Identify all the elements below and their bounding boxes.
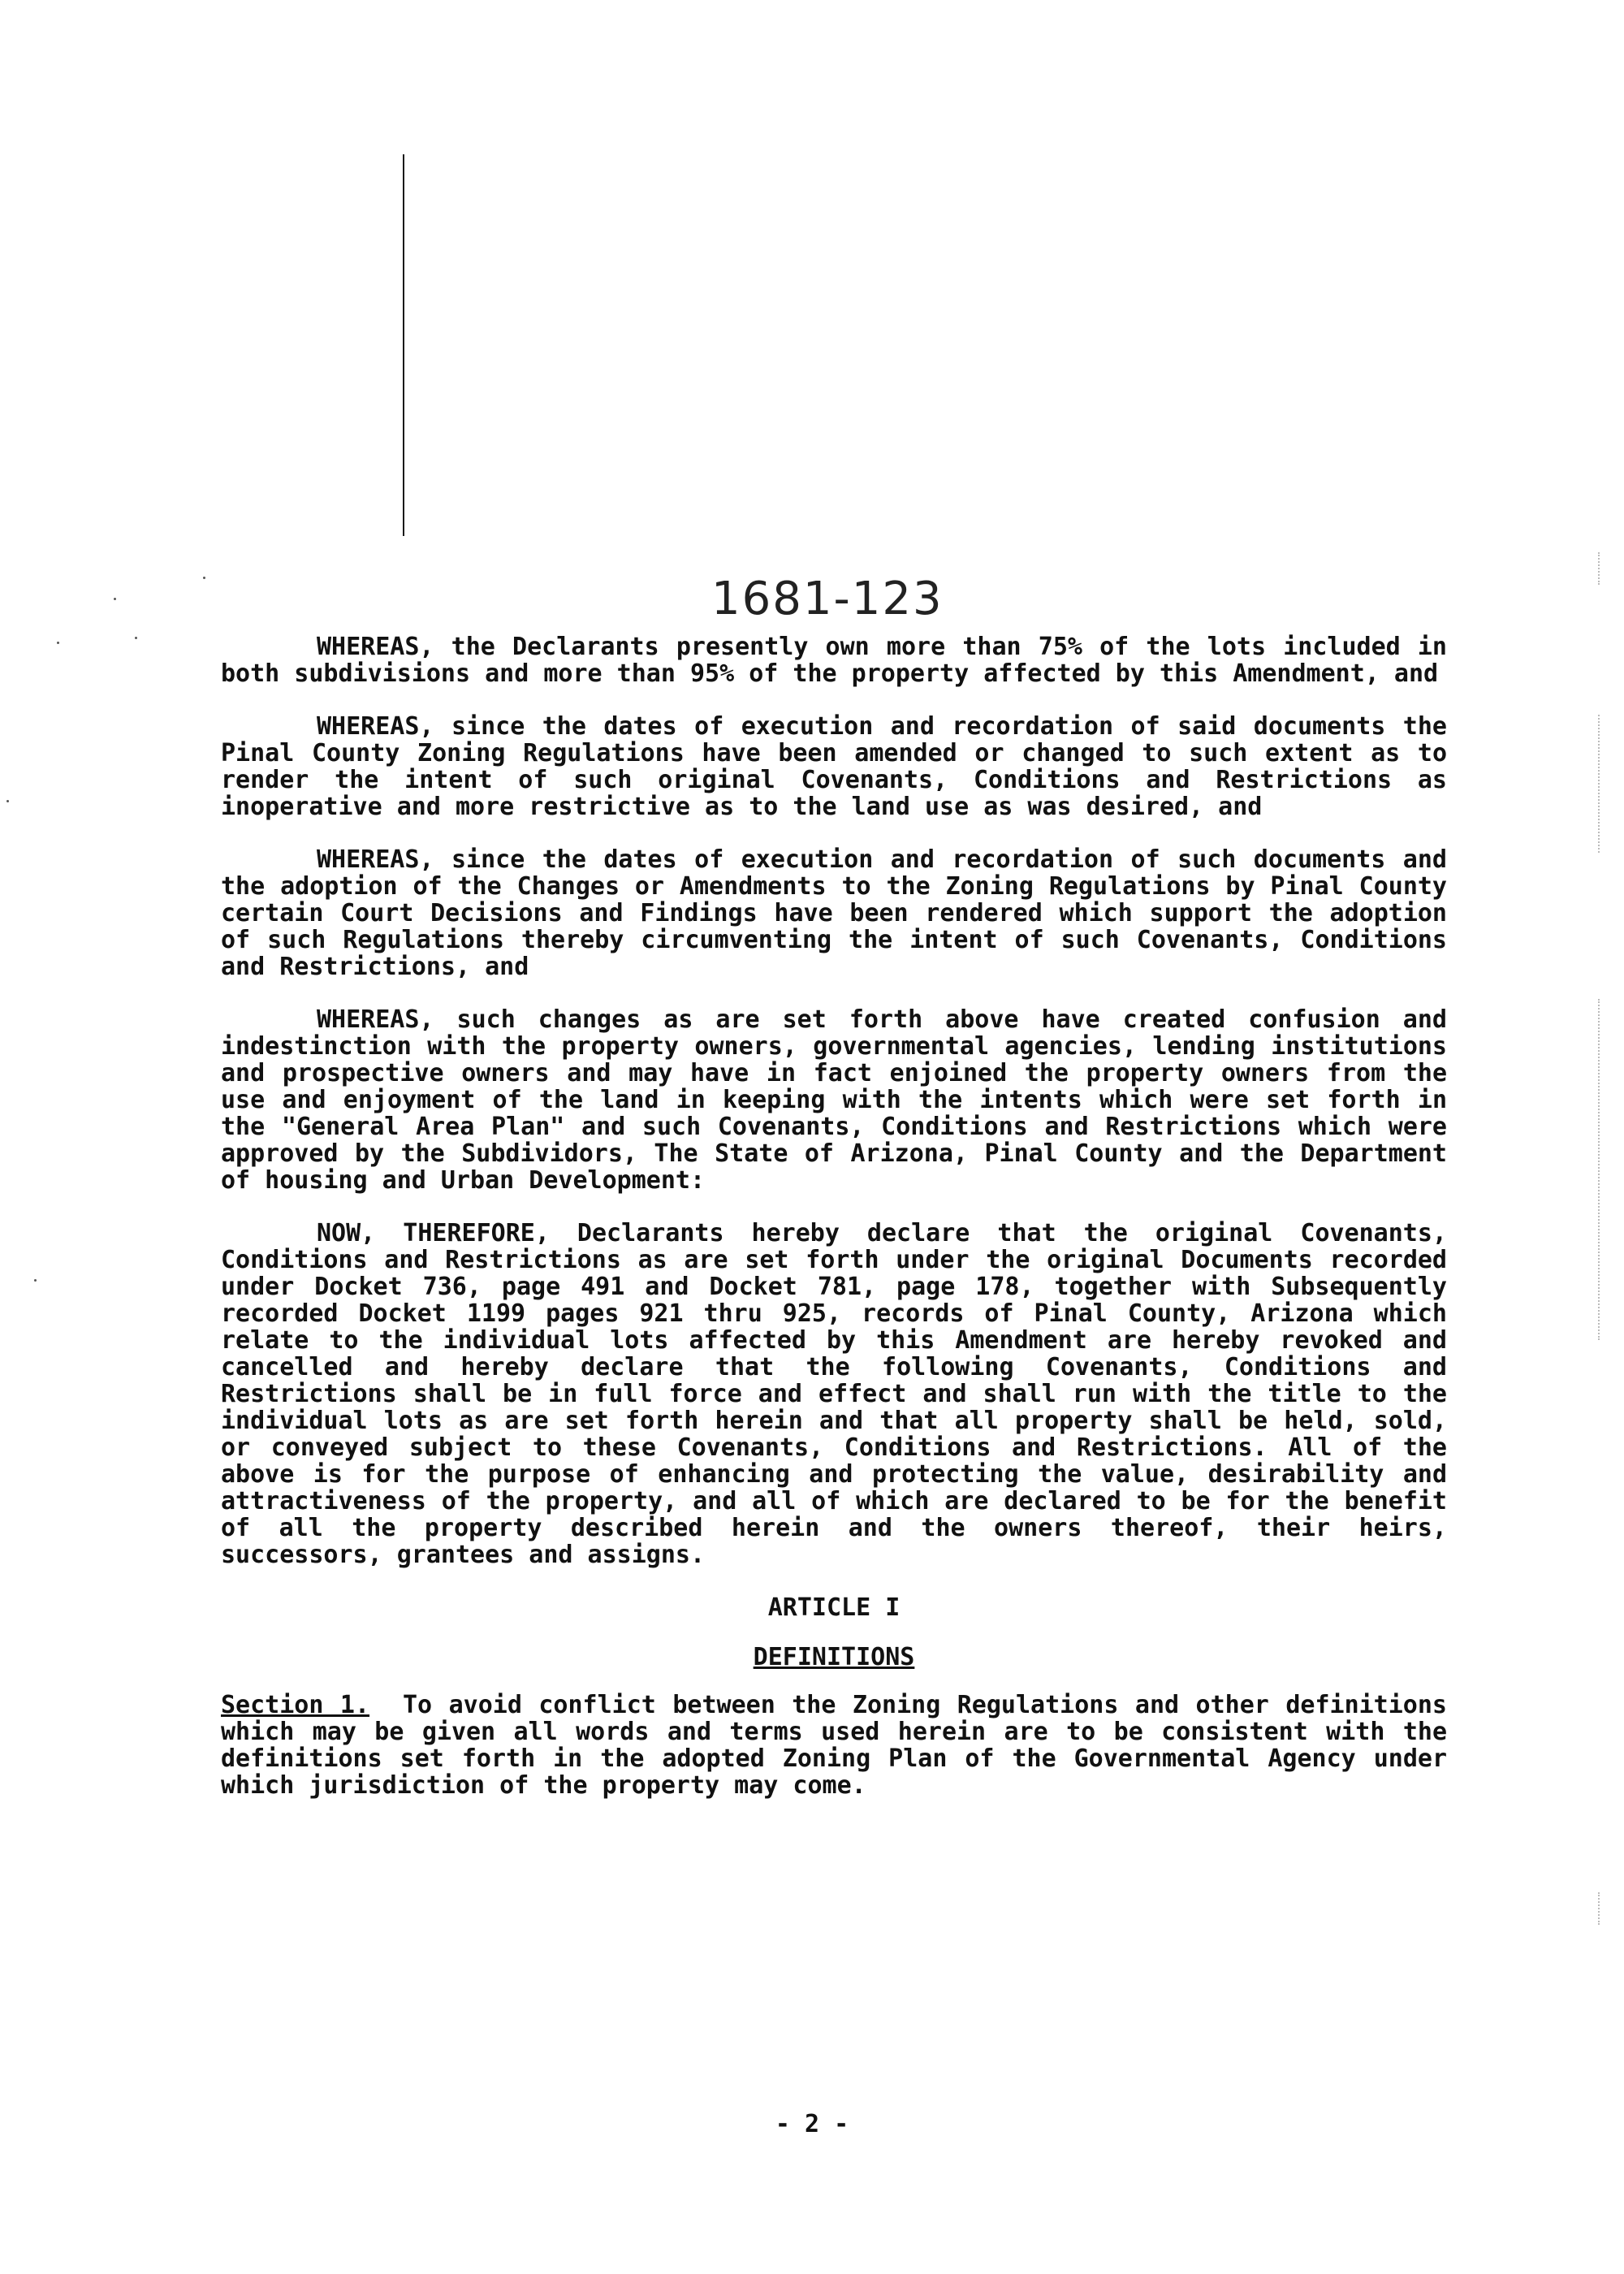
section-1-label: Section 1. [221,1691,370,1719]
scan-edge-mark [1598,999,1601,1340]
scan-speck [135,637,137,639]
scan-speck [6,800,9,802]
whereas-paragraph-3: WHEREAS, since the dates of execution and recordation of such documents and the adoption of the Changes or Amendments to the Zoning Regulations by Pinal County certain Court Decisions and Findings have been rendered which support the adoption of such Regulations thereby circumventing the intent of such Covenants, Conditions and Restrictions, and [221,845,1447,981]
scan-edge-mark [1598,552,1601,585]
page-number: - 2 - [775,2110,849,2138]
whereas-paragraph-4: WHEREAS, such changes as are set forth above have created confusion and indestinction with the property owners, governmental agencies, lending institutions and prospective owners and may have in fact enjoined the property owners from the use and enjoyment of the land in keeping with the intents which were set forth in the "General Area Plan" and such Covenants, Conditions and Restrictions which were approved by the Subdividors, The State of Arizona, Pinal County and the Department of housing and Urban Development: [221,1005,1447,1195]
whereas-paragraph-2: WHEREAS, since the dates of execution and recordation of said documents the Pinal County Zoning Regulations have been amended or changed to such extent as to render the intent of such original Covenants, Conditions and Restrictions as inoperative and more restrictive as to the land use as was desired, and [221,712,1447,821]
whereas-paragraph-1: WHEREAS, the Declarants presently own more than 75% of the lots included in both subdivisions and more than 95% of the property affected by this Amendment, and [221,633,1447,688]
document-body [221,633,1447,1799]
margin-rule-line [403,154,404,536]
document-stamp-number: 1681-123 [711,573,944,625]
scan-edge-mark [1598,715,1601,853]
scan-speck [34,1279,37,1282]
section-1-text: To avoid conflict between the Zoning Regulations and other definitions which may be given all words and terms used herein are to be consistent with the definitions set forth in the adopted Zoning Plan of the Governmental Agency under which jurisdiction of the property may come. [221,1691,1447,1800]
scan-speck [203,577,205,579]
now-therefore-paragraph: NOW, THEREFORE, Declarants hereby declare that the original Covenants, Conditions and Restrictions as are set forth under the original Documents recorded under Docket 736, page 491 and Docket 781, page 178, together with Subsequently recorded Docket 1199 pages 921 thru 925, records of Pinal County, Arizona which relate to the individual lots affected by this Amendment are hereby revoked and cancelled and hereby declare that the following Covenants, Conditions and Restrictions shall be in full force and effect and shall run with the title to the individual lots as are set forth herein and that all property shall be held, sold, or conveyed subject to these Covenants, Conditions and Restrictions. All of the above is for the purpose of enhancing and protecting the value, desirability and attractiveness of the property, and all of which are declared to be for the benefit of all the property described herein and the owners thereof, their heirs, successors, grantees and assigns. [221,1219,1447,1569]
section-1-paragraph [221,1692,1447,1799]
scan-speck [57,642,59,644]
article-heading: ARTICLE I [767,1593,901,1622]
scan-edge-mark [1598,1892,1601,1925]
scan-speck [114,598,116,600]
definitions-heading: DEFINITIONS [753,1643,915,1671]
